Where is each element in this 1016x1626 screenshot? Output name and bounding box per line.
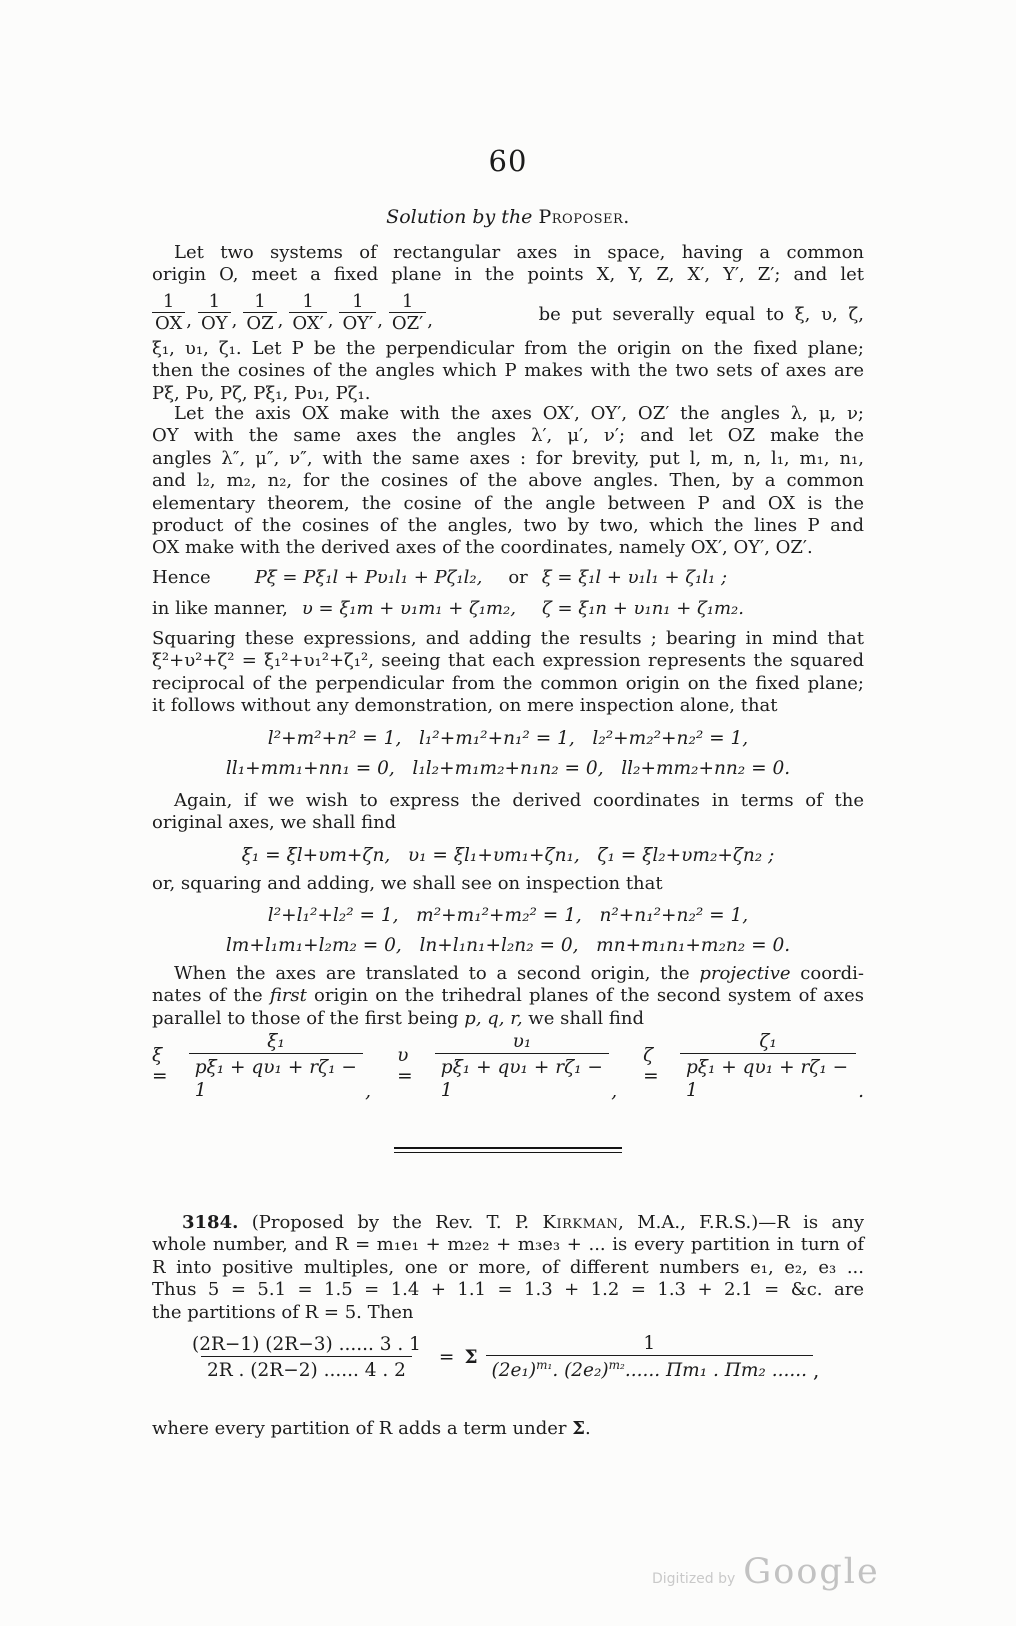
fraction-separator: , <box>231 309 238 331</box>
text-segment: . <box>584 1418 591 1439</box>
rhs-fraction <box>486 1332 813 1382</box>
text-line: then the cosines of the angles which P makes with the two sets of axes are <box>152 360 864 382</box>
equation: υ = ξ₁m + υ₁m₁ + ζ₁m₂, <box>301 598 516 619</box>
fraction-numerator: ζ₁ <box>759 1031 777 1052</box>
fraction-1-over-OZ-prime <box>389 292 426 334</box>
upsilon-fraction <box>397 1030 643 1102</box>
text-segment: origin on the trihedral planes of the second system of axes <box>306 985 864 1007</box>
fraction-denominator: OY′ <box>339 312 376 334</box>
fraction-denominator: OY <box>198 312 231 334</box>
text-line: or, squaring and adding, we shall see on inspection that <box>152 873 663 894</box>
fraction-separator: , <box>327 309 334 331</box>
fraction-lhs: ζ = <box>643 1045 659 1088</box>
text-line: original axes, we shall find <box>152 812 397 834</box>
text-line: origin O, meet a fixed plane in the points X, Y, Z, X′, Y′, Z′; and let <box>152 264 864 286</box>
projective-coordinates-fractions <box>152 1030 864 1102</box>
fraction-numerator: 1 <box>352 290 364 312</box>
equation-line: l²+m²+n² = 1, l₁²+m₁²+n₁² = 1, l₂²+m₂²+n₂² = 1, <box>267 728 749 749</box>
text-line: whole number, and R = m₁e₁ + m₂e₂ + m₃e₃ + ... is every partition in turn of <box>152 1234 864 1256</box>
text-segment: , M.A., F.R.S.)—R is any <box>618 1212 865 1233</box>
text-segment: (Proposed by the Rev. T. P. <box>238 1212 543 1233</box>
text-line: angles λ″, μ″, ν″, with the same axes : for brevity, put l, m, n, l₁, m₁, n₁, <box>152 447 864 469</box>
lhs-fraction <box>188 1333 425 1382</box>
problem-3184 <box>152 1212 864 1324</box>
solution-heading-prefix: Solution by the <box>386 206 539 228</box>
fraction-1-over-OX-prime <box>289 292 326 334</box>
text-line: ξ²+υ²+ζ² = ξ₁²+υ₁²+ζ₁², seeing that each expression represents the squared <box>152 650 864 672</box>
fraction-denominator: OZ′ <box>389 312 426 334</box>
fraction <box>680 1030 856 1102</box>
like-manner-label: in like manner, <box>152 598 288 619</box>
google-watermark <box>652 1552 880 1592</box>
text-line: Pξ, Pυ, Pζ, Pξ₁, Pυ₁, Pζ₁. <box>152 382 371 404</box>
section-divider-rule <box>394 1147 622 1153</box>
text-line <box>152 1008 864 1030</box>
text-line: it follows without any demonstration, on mere inspection alone, that <box>152 695 778 717</box>
text-line <box>152 963 864 985</box>
paragraph-2 <box>152 403 864 560</box>
fraction-1-over-OY-prime <box>339 292 376 334</box>
text-segment: parallel to those of the first being <box>152 1007 465 1029</box>
fraction-denominator: pξ₁ + qυ₁ + rζ₁ − 1 <box>189 1053 363 1102</box>
text-line: Thus 5 = 5.1 = 1.5 = 1.4 + 1.1 = 1.3 + 1.2 = 1.3 + 2.1 = &c. are <box>152 1279 864 1301</box>
fraction-lhs: υ = <box>397 1045 413 1088</box>
text-line: OY with the same axes the angles λ′, μ′, ν′; and let OZ make the <box>152 425 864 447</box>
fractions-group <box>152 292 439 334</box>
fraction-lhs: ξ = <box>152 1045 168 1088</box>
sigma-symbol: Σ <box>572 1418 585 1439</box>
equation: ξ = ξ₁l + υ₁l₁ + ζ₁l₁ ; <box>541 567 728 588</box>
fraction-denominator <box>486 1355 813 1382</box>
fraction-denominator: OX′ <box>289 312 326 334</box>
text-segment: nates of the <box>152 985 270 1007</box>
paragraph-3 <box>152 628 864 718</box>
fraction-separator: , <box>427 309 434 331</box>
fraction-numerator: (2R−1) (2R−3) ...... 3 . 1 <box>192 1333 421 1355</box>
fraction-denominator: OZ <box>243 312 276 334</box>
or-label: or <box>508 567 528 588</box>
fraction-separator: , <box>277 309 284 331</box>
solution-heading-proposer: Proposer. <box>538 206 630 228</box>
text-line: OX make with the derived axes of the coordinates, namely OX′, OY′, OZ′. <box>152 537 813 559</box>
hence-label: Hence <box>152 567 211 588</box>
solution-heading <box>0 206 1016 228</box>
direction-cosine-identities-1 <box>152 724 864 784</box>
equation-line: ξ₁ = ξl+υm+ζn, υ₁ = ξl₁+υm₁+ζn₁, ζ₁ = ξl₂+υm₂+ζn₂ ; <box>241 845 775 866</box>
text-line <box>152 1212 864 1234</box>
equation-line: l²+l₁²+l₂² = 1, m²+m₁²+m₂² = 1, n²+n₁²+n₂² = 1, <box>267 905 749 926</box>
den-exponent-1: m₁ <box>536 1358 553 1373</box>
like-manner-equation-line <box>152 597 864 621</box>
fraction-denominator: pξ₁ + qυ₁ + rζ₁ − 1 <box>435 1053 609 1102</box>
fraction-denominator: pξ₁ + qυ₁ + rζ₁ − 1 <box>680 1053 856 1102</box>
derived-coordinates-equation <box>152 841 864 871</box>
fraction <box>189 1030 363 1102</box>
fraction-numerator: 1 <box>162 290 175 312</box>
den-base-1: (2e₁) <box>491 1360 537 1382</box>
fraction-1-over-OX <box>152 292 185 334</box>
reciprocal-fractions-row <box>152 288 864 338</box>
text-line: ξ₁, υ₁, ζ₁. Let P be the perpendicular from the origin on the fixed plane; <box>152 338 864 359</box>
text-line: Let the axis OX make with the axes OX′, OY′, OZ′ the angles λ, μ, ν; <box>174 403 864 424</box>
fraction-numerator: 1 <box>401 290 414 312</box>
text-segment: coordi- <box>790 963 864 984</box>
fraction-1-over-OZ <box>243 292 276 334</box>
den-rest: ...... Πm₁ . Πm₂ ...... <box>624 1360 808 1382</box>
direction-cosine-identities-2 <box>152 901 864 961</box>
text-line: Squaring these expressions, and adding the results ; bearing in mind that <box>152 628 864 649</box>
fraction-numerator: ξ₁ <box>267 1031 285 1052</box>
den-base-2: . (2e₂) <box>552 1360 609 1382</box>
text-line: Again, if we wish to express the derived coordinates in terms of the <box>174 790 864 811</box>
text-line: R into positive multiples, one or more, of different numbers e₁, e₂, e₃ ... <box>152 1256 864 1278</box>
page-number: 60 <box>488 144 528 178</box>
fraction-separator: , <box>186 309 192 331</box>
fraction-separator: . <box>858 1081 864 1103</box>
text-line: Let two systems of rectangular axes in space, having a common <box>174 242 864 263</box>
equals-sign: = <box>438 1346 455 1368</box>
fraction-numerator: 1 <box>302 290 314 312</box>
fraction-denominator: OX <box>152 312 185 334</box>
equation: ζ = ξ₁n + υ₁n₁ + ζ₁m₂. <box>542 598 744 619</box>
proposer-name-kirkman: Kirkman <box>542 1212 619 1233</box>
xi-fraction <box>152 1030 397 1102</box>
fraction-denominator: 2R . (2R−2) ...... 4 . 2 <box>201 1356 412 1382</box>
text-line: the partitions of R = 5. Then <box>152 1301 414 1323</box>
italic-word-first: first <box>269 985 307 1007</box>
fraction-separator: , <box>611 1081 618 1103</box>
fraction-numerator: 1 <box>254 290 266 312</box>
fraction-separator: , <box>365 1081 372 1103</box>
text-line: reciprocal of the perpendicular from the common origin on the fixed plane; <box>152 672 864 694</box>
italic-word-projective: projective <box>699 963 791 984</box>
text-line: elementary theorem, the cosine of the angle between P and OX is the <box>152 492 864 514</box>
paragraph-4 <box>152 790 864 835</box>
text-line: product of the cosines of the angles, two by two, which the lines P and <box>152 515 864 537</box>
fraction-numerator: υ₁ <box>512 1031 532 1052</box>
fraction-row-tail-text: be put severally equal to ξ, υ, ζ, <box>538 303 864 325</box>
closing-line <box>152 1418 864 1440</box>
paragraph-1-end <box>152 338 864 405</box>
zeta-fraction <box>643 1030 864 1102</box>
digitized-by-label: Digitized by <box>652 1571 736 1587</box>
paragraph-5 <box>152 873 864 895</box>
text-line <box>152 985 864 1007</box>
equation-line: ll₁+mm₁+nn₁ = 0, l₁l₂+m₁m₂+n₁n₂ = 0, ll₂+mm₂+nn₂ = 0. <box>225 758 791 779</box>
fraction-1-over-OY <box>198 292 231 334</box>
partition-identity-equation <box>152 1332 864 1382</box>
den-exponent-2: m₂ <box>608 1358 625 1373</box>
equation-line: lm+l₁m₁+l₂m₂ = 0, ln+l₁n₁+l₂n₂ = 0, mn+m₁n₁+m₂n₂ = 0. <box>225 935 791 956</box>
trailing-comma: , <box>813 1358 820 1383</box>
summation-sigma: Σ <box>464 1346 478 1368</box>
equation: Pξ = Pξ₁l + Pυ₁l₁ + Pζ₁l₂, <box>254 567 483 588</box>
fraction-separator: , <box>377 309 383 331</box>
text-segment: When the axes are translated to a second origin, the <box>174 963 700 984</box>
paragraph-6 <box>152 963 864 1030</box>
paragraph-1-start <box>152 242 864 287</box>
google-logo: Google <box>743 1552 880 1592</box>
italic-pqr: p, q, r, <box>464 1007 523 1029</box>
text-segment: where every partition of R adds a term under <box>152 1418 573 1439</box>
problem-number: 3184. <box>182 1212 239 1233</box>
text-line: and l₂, m₂, n₂, for the cosines of the above angles. Then, by a common <box>152 470 864 492</box>
fraction-numerator: 1 <box>643 1333 656 1354</box>
fraction <box>435 1030 609 1102</box>
hence-equation-line <box>152 566 864 590</box>
fraction-numerator: 1 <box>208 290 221 312</box>
text-segment: we shall find <box>522 1007 644 1029</box>
